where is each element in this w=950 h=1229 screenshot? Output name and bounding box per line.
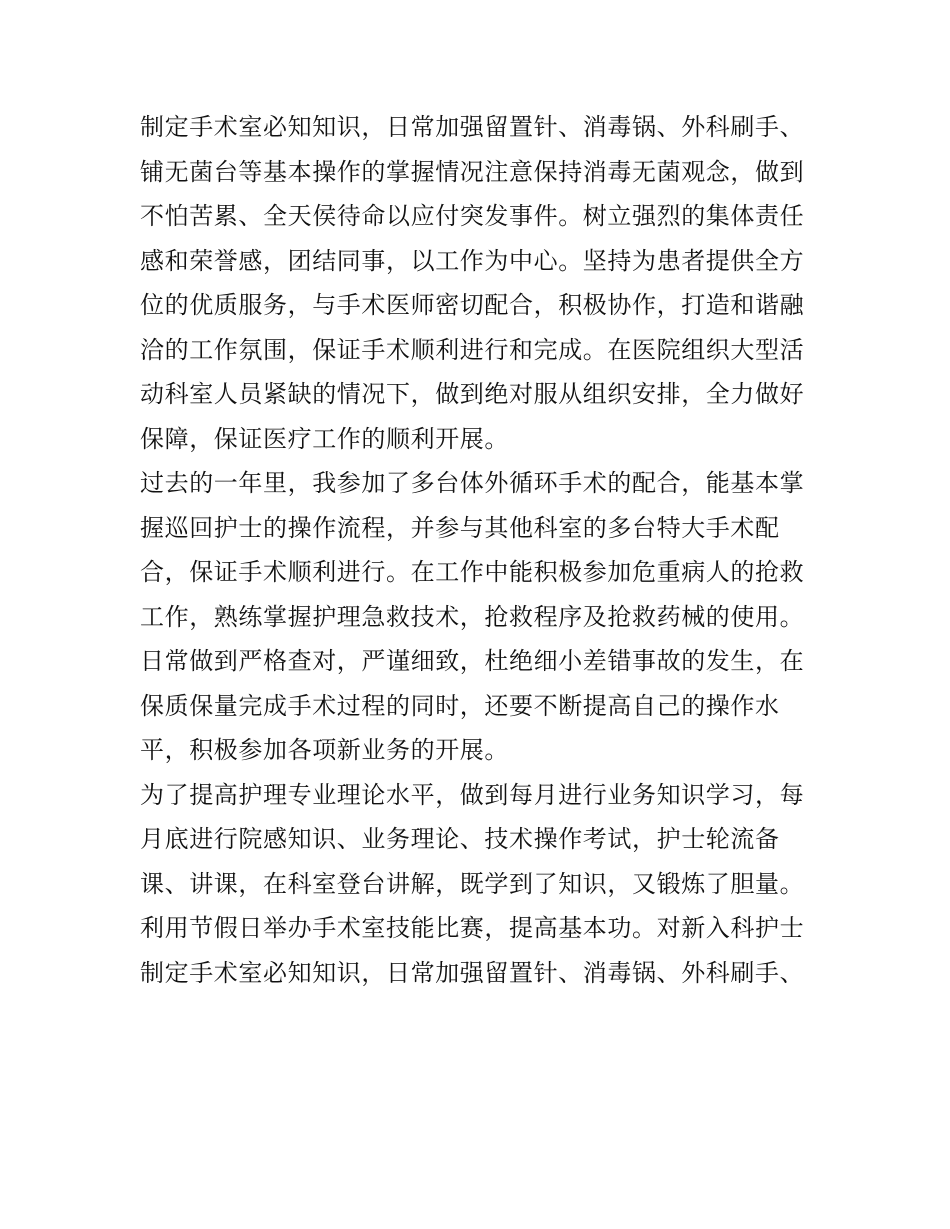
- paragraph-2: [140, 461, 815, 773]
- text-line: 工作，熟练掌握护理急救技术，抢救程序及抢救药械的使用。: [140, 602, 805, 631]
- text-line: 握巡回护士的操作流程，并参与其他科室的多台特大手术配: [140, 513, 780, 542]
- paragraph-1: [140, 105, 815, 461]
- text-line: 铺无菌台等基本操作的掌握情况注意保持消毒无菌观念，做到: [140, 157, 805, 186]
- text-line: 月底进行院感知识、业务理论、技术操作考试，护士轮流备: [140, 825, 780, 853]
- text-line: 制定手术室必知知识，日常加强留置针、消毒锅、外科刷手、: [140, 113, 805, 141]
- text-line: 利用节假日举办手术室技能比赛，提高基本功。对新入科护士: [140, 914, 805, 942]
- text-line: 位的优质服务，与手术医师密切配合，积极协作，打造和谐融: [140, 291, 805, 319]
- text-line: 保质保量完成手术过程的同时，还要不断提高自己的操作水: [140, 691, 780, 720]
- text-line: 平，积极参加各项新业务的开展。: [140, 736, 509, 764]
- text-line: 洽的工作氛围，保证手术顺利进行和完成。在医院组织大型活: [140, 335, 805, 364]
- text-line: 动科室人员紧缺的情况下，做到绝对服从组织安排，全力做好: [140, 380, 805, 408]
- text-line: 为了提高护理专业理论水平，做到每月进行业务知识学习，每: [140, 780, 805, 809]
- text-line: 保障，保证医疗工作的顺利开展。: [140, 424, 509, 453]
- text-line: 合，保证手术顺利进行。在工作中能积极参加危重病人的抢救: [140, 558, 805, 586]
- text-line: 不怕苦累、全天侯待命以应付突发事件。树立强烈的集体责任: [140, 202, 805, 230]
- document-body: [140, 105, 815, 995]
- paragraph-3: [140, 773, 815, 996]
- text-line: 课、讲课，在科室登台讲解，既学到了知识，又锻炼了胆量。: [140, 869, 805, 898]
- text-line: 感和荣誉感，团结同事，以工作为中心。坚持为患者提供全方: [140, 246, 805, 275]
- text-line: 日常做到严格查对，严谨细致，杜绝细小差错事故的发生，在: [140, 647, 805, 675]
- text-line: 过去的一年里，我参加了多台体外循环手术的配合，能基本掌: [140, 469, 805, 497]
- text-line: 制定手术室必知知识，日常加强留置针、消毒锅、外科刷手、: [140, 958, 805, 987]
